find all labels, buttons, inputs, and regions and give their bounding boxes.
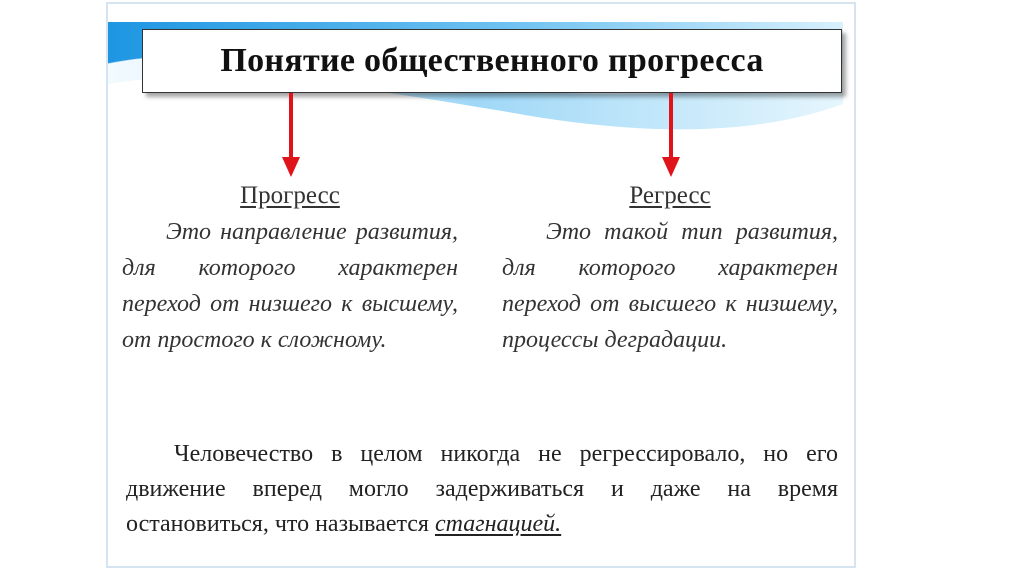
- regress-definition: Это такой тип развития, для которого характерен переход от высшего к низшему, процессы деградации.: [502, 219, 838, 353]
- progress-column: [122, 182, 458, 358]
- progress-definition: Это направление развития, для которого характерен переход от низшего к высшему, от простого к сложному.: [122, 219, 458, 353]
- stagnation-term: стагнацией.: [434, 511, 562, 537]
- regress-heading: Регресс: [629, 182, 711, 209]
- arrow-down-icon: [659, 93, 683, 179]
- progress-heading: Прогресс: [240, 182, 340, 209]
- slide: [106, 2, 856, 568]
- title-box: [142, 29, 842, 93]
- regress-column: [502, 182, 838, 358]
- arrow-down-icon: [279, 93, 303, 179]
- conclusion-paragraph: [126, 437, 838, 542]
- conclusion-text: Человечество в целом никогда не регрессировало, но его движение вперед могло задерживаться и даже на время остановиться, что называется: [126, 441, 838, 537]
- page-title: Понятие общественного прогресса: [220, 42, 764, 79]
